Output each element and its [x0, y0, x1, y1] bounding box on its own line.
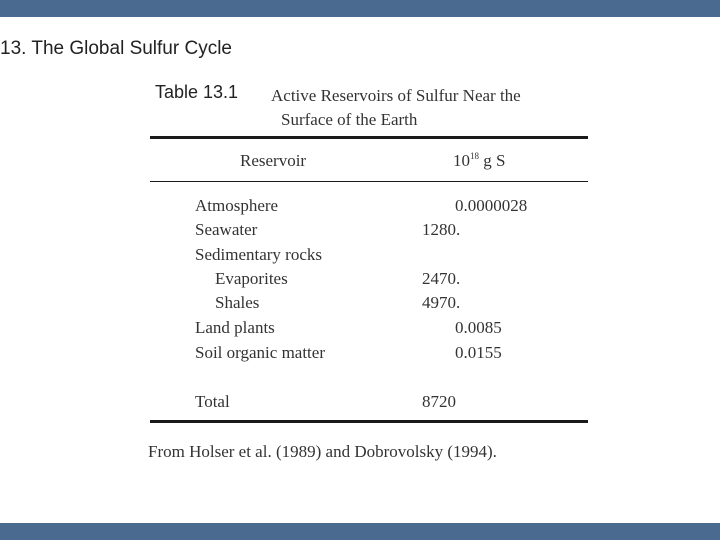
row-name: Atmosphere: [195, 196, 279, 215]
table-top-rule: [150, 136, 588, 139]
table-source-note: From Holser et al. (1989) and Dobrovolsky (1994).: [148, 442, 497, 461]
units-rest: g S: [479, 151, 506, 170]
row-value: 4970.: [422, 293, 461, 312]
row-name: Sedimentary rocks: [195, 245, 322, 264]
row-value: 1280.: [422, 220, 461, 239]
row-name: Land plants: [195, 318, 275, 337]
units-exponent: 18: [470, 151, 479, 161]
row-name: Evaporites: [215, 269, 288, 288]
row-value: 2470.: [422, 269, 461, 288]
running-head: 13. The Global Sulfur Cycle: [0, 38, 232, 59]
top-banner: [0, 0, 720, 17]
column-header-reservoir: Reservoir: [240, 151, 307, 170]
row-value: 0.0155: [455, 343, 502, 362]
total-value: 8720: [422, 392, 456, 411]
table-title-line1: Active Reservoirs of Sulfur Near the: [271, 86, 521, 105]
table-title: [271, 84, 601, 132]
row-name: Shales: [215, 293, 260, 312]
table-header-rule: [150, 181, 588, 182]
row-name: Seawater: [195, 220, 258, 239]
total-label: Total: [195, 392, 230, 411]
row-value: 0.0085: [455, 318, 502, 337]
table-bottom-rule: [150, 420, 588, 423]
table-title-line2: Surface of the Earth: [281, 110, 418, 129]
table-label: Table 13.1: [155, 82, 239, 102]
column-header-units: [453, 151, 505, 171]
row-name: Soil organic matter: [195, 343, 325, 362]
bottom-banner: [0, 523, 720, 540]
units-base: 10: [453, 151, 470, 170]
row-value: 0.0000028: [455, 196, 528, 215]
